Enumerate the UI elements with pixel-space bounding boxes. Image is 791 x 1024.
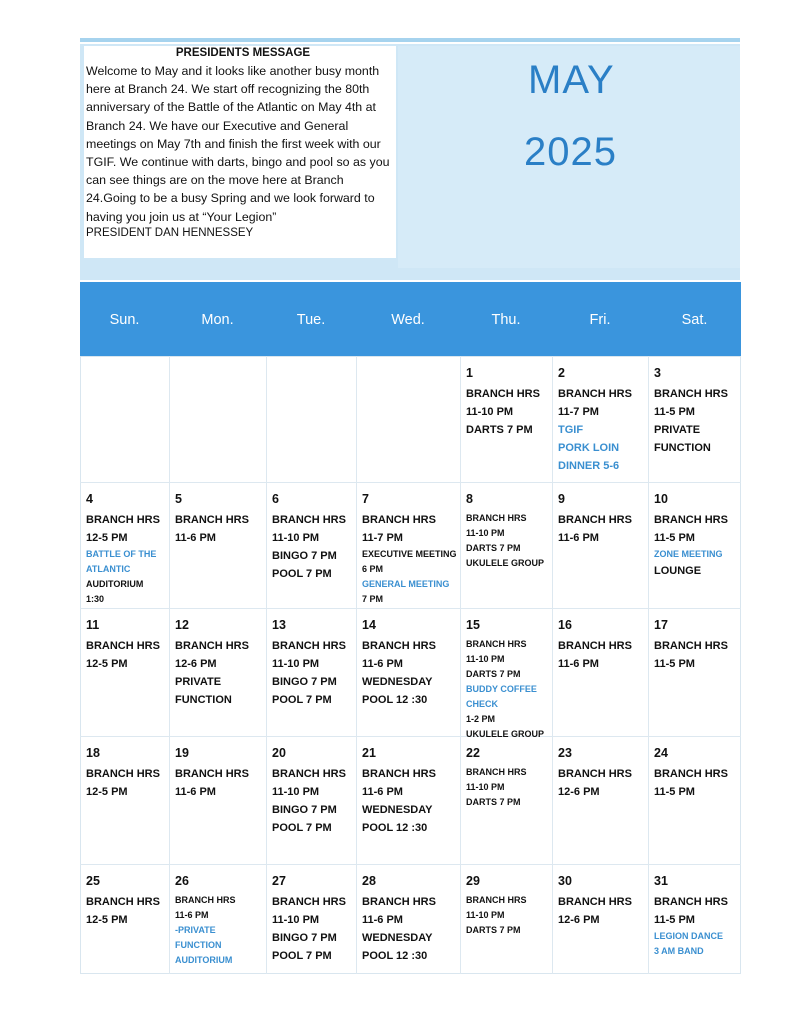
day-cell (552, 618, 648, 736)
day-number: 8 (466, 492, 473, 506)
day-number: 31 (654, 874, 668, 888)
day-event-line: FUNCTION (175, 940, 222, 950)
day-cell (356, 492, 460, 608)
day-cell (80, 492, 169, 608)
day-event-line: 11-5 PM (654, 658, 695, 670)
day-event-line: 11-6 PM (558, 532, 599, 544)
day-event-line: POOL 7 PM (272, 950, 332, 962)
day-event-line: 11-10 PM (466, 406, 514, 418)
day-event-line: BRANCH HRS (362, 514, 436, 526)
day-cell (648, 366, 741, 482)
day-cell (356, 746, 460, 864)
day-event-line: ZONE MEETING (654, 549, 723, 559)
day-cell (169, 492, 266, 608)
day-event-line: DARTS 7 PM (466, 424, 533, 436)
day-event-line: 11-6 PM (362, 786, 403, 798)
day-event-line: 11-7 PM (558, 406, 599, 418)
day-event-line: BRANCH HRS (558, 514, 632, 526)
day-cell (266, 746, 356, 864)
day-event-line: 12-5 PM (86, 914, 128, 926)
day-event-line: BATTLE OF THE (86, 549, 157, 559)
day-event-line: ATLANTIC (86, 564, 131, 574)
day-event-line: LOUNGE (654, 565, 702, 577)
day-number: 25 (86, 874, 100, 888)
day-number: 20 (272, 746, 286, 760)
day-event-line: 11-6 PM (175, 532, 216, 544)
day-event-line: 11-6 PM (362, 658, 403, 670)
day-cell (648, 492, 741, 608)
day-event-line: CHECK (466, 699, 499, 709)
weekday-label: Sun. (109, 312, 140, 328)
day-event-line: DARTS 7 PM (466, 925, 521, 935)
row-divider (80, 864, 741, 865)
day-number: 6 (272, 492, 279, 506)
day-cell (460, 874, 552, 974)
day-event-line: 11-10 PM (272, 914, 320, 926)
day-number: 1 (466, 366, 473, 380)
day-event-line: BRANCH HRS (466, 895, 527, 905)
day-event-line: 1:30 (86, 594, 105, 604)
day-event-line: UKULELE GROUP (466, 558, 545, 568)
weekday-header (80, 282, 741, 356)
day-event-line: BRANCH HRS (362, 768, 436, 780)
row-divider (80, 736, 741, 737)
day-event-line: DARTS 7 PM (466, 797, 521, 807)
day-cell (266, 874, 356, 974)
day-event-line: WEDNESDAY (362, 932, 433, 944)
day-event-line: POOL 7 PM (272, 568, 332, 580)
weekday-label: Wed. (391, 312, 425, 328)
day-event-line: 11-7 PM (362, 532, 403, 544)
day-event-line: 11-6 PM (558, 658, 599, 670)
day-cell (169, 746, 266, 864)
day-event-line: 7 PM (362, 594, 384, 604)
day-event-line: 11-10 PM (466, 910, 505, 920)
day-event-line: 3 AM BAND (654, 946, 704, 956)
day-event-line: BRANCH HRS (466, 767, 527, 777)
day-event-line: POOL 12 :30 (362, 950, 428, 962)
day-event-line: PRIVATE (654, 424, 701, 436)
day-number: 30 (558, 874, 572, 888)
weekday-label: Fri. (589, 312, 611, 328)
day-event-line: BRANCH HRS (272, 896, 346, 908)
day-event-line: BRANCH HRS (558, 768, 632, 780)
day-event-line: 12-6 PM (558, 786, 600, 798)
day-event-line: FUNCTION (654, 442, 711, 454)
day-event-line: TGIF (558, 424, 584, 436)
day-event-line: BRANCH HRS (175, 514, 249, 526)
day-number: 28 (362, 874, 376, 888)
day-event-line: 12-5 PM (86, 532, 128, 544)
day-cell (169, 618, 266, 736)
day-cell (552, 874, 648, 974)
day-event-line: -PRIVATE (175, 925, 216, 935)
calendar-grid (80, 282, 741, 984)
day-event-line: BRANCH HRS (654, 514, 728, 526)
day-event-line: BRANCH HRS (654, 768, 728, 780)
day-event-line: DARTS 7 PM (466, 669, 521, 679)
day-event-line: DARTS 7 PM (466, 543, 521, 553)
day-cell (266, 618, 356, 736)
day-number: 24 (654, 746, 668, 760)
day-cell (80, 746, 169, 864)
day-event-line: BRANCH HRS (558, 388, 632, 400)
day-cell (356, 874, 460, 974)
day-event-line: 1-2 PM (466, 714, 496, 724)
day-event-line: BINGO 7 PM (272, 932, 337, 944)
president-message-title: PRESIDENTS MESSAGE (175, 47, 311, 59)
day-event-line: AUDITORIUM (86, 579, 144, 589)
day-event-line: 11-6 PM (362, 914, 403, 926)
row-divider (80, 608, 741, 609)
day-cell (80, 874, 169, 974)
day-event-line: BRANCH HRS (558, 896, 632, 908)
day-event-line: BRANCH HRS (654, 640, 728, 652)
day-event-line: BRANCH HRS (466, 513, 527, 523)
day-cell (648, 746, 741, 864)
day-event-line: BRANCH HRS (466, 639, 527, 649)
month-title: MAY (528, 58, 615, 102)
weekday-label: Mon. (201, 312, 234, 328)
day-event-line: BINGO 7 PM (272, 804, 337, 816)
president-message-body: Welcome to May and it looks like another busy month here at Branch 24. We start off recognizing the 80th anniversary of the Battle of the Atlantic on May 4th at Branch 24. We have our Executive and General meetings on May 7th and finish the first week with our TGIF. We continue with darts, bingo and pool so as you can see things are on the move here at Branch 24.Going to be a busy Spring and we look forward to having you join us at “Your Legion” (86, 64, 390, 224)
day-event-line: GENERAL MEETING (362, 579, 450, 589)
day-cell (552, 746, 648, 864)
row-divider (80, 482, 741, 483)
day-event-line: PORK LOIN (558, 442, 620, 454)
day-cell (460, 746, 552, 864)
president-message (84, 46, 396, 258)
day-event-line: 11-6 PM (175, 910, 209, 920)
day-number: 13 (272, 618, 286, 632)
day-event-line: BRANCH HRS (272, 640, 346, 652)
day-cell (356, 618, 460, 736)
day-event-line: 11-10 PM (466, 782, 505, 792)
day-event-line: PRIVATE (175, 676, 222, 688)
day-event-line: 11-5 PM (654, 914, 695, 926)
weekday-label: Thu. (491, 312, 521, 328)
weekday-label: Sat. (681, 312, 708, 328)
day-event-line: BRANCH HRS (654, 896, 728, 908)
day-event-line: BRANCH HRS (654, 388, 728, 400)
day-cell (460, 492, 552, 608)
day-event-line: LEGION DANCE (654, 931, 724, 941)
weekday-label: Tue. (296, 312, 326, 328)
day-number: 10 (654, 492, 668, 506)
day-number: 5 (175, 492, 182, 506)
day-event-line: 11-5 PM (654, 406, 695, 418)
day-number: 29 (466, 874, 480, 888)
day-event-line: BRANCH HRS (272, 514, 346, 526)
day-event-line: EXECUTIVE MEETING (362, 549, 457, 559)
day-event-line: 11-5 PM (654, 786, 695, 798)
day-event-line: BRANCH HRS (86, 514, 160, 526)
day-event-line: DINNER 5-6 (558, 460, 620, 472)
top-rule (80, 38, 740, 42)
day-number: 12 (175, 618, 189, 632)
day-number: 11 (86, 618, 100, 632)
day-event-line: 12-6 PM (175, 658, 217, 670)
day-cell (552, 492, 648, 608)
day-number: 19 (175, 746, 189, 760)
day-event-line: BRANCH HRS (558, 640, 632, 652)
day-event-line: BRANCH HRS (86, 896, 160, 908)
day-event-line: 11-5 PM (654, 532, 695, 544)
day-number: 18 (86, 746, 100, 760)
day-event-line: POOL 7 PM (272, 694, 332, 706)
day-number: 7 (362, 492, 369, 506)
day-cell (169, 874, 266, 974)
day-event-line: WEDNESDAY (362, 676, 433, 688)
day-cell (460, 618, 552, 739)
day-event-line: POOL 12 :30 (362, 694, 428, 706)
day-event-line: 11-10 PM (466, 654, 505, 664)
day-event-line: BRANCH HRS (362, 640, 436, 652)
year-title: 2025 (524, 130, 617, 174)
day-number: 21 (362, 746, 376, 760)
day-event-line: FUNCTION (175, 694, 232, 706)
day-event-line: 12-5 PM (86, 658, 128, 670)
day-event-line: UKULELE GROUP (466, 729, 545, 739)
day-cell (552, 366, 648, 482)
day-cell (460, 366, 552, 482)
day-number: 2 (558, 366, 565, 380)
day-event-line: 11-10 PM (272, 658, 320, 670)
day-number: 4 (86, 492, 93, 506)
day-event-line: 11-10 PM (466, 528, 505, 538)
day-event-line: 11-10 PM (272, 786, 320, 798)
day-number: 9 (558, 492, 565, 506)
day-event-line: AUDITORIUM (175, 955, 233, 965)
day-event-line: 6 PM (362, 564, 384, 574)
day-number: 16 (558, 618, 572, 632)
day-number: 23 (558, 746, 572, 760)
day-event-line: 11-6 PM (175, 786, 216, 798)
day-number: 27 (272, 874, 286, 888)
day-event-line: POOL 12 :30 (362, 822, 428, 834)
day-event-line: 11-10 PM (272, 532, 320, 544)
day-cell (648, 874, 741, 974)
day-event-line: BINGO 7 PM (272, 676, 337, 688)
day-event-line: BRANCH HRS (362, 896, 436, 908)
day-event-line: BRANCH HRS (466, 388, 540, 400)
day-event-line: BRANCH HRS (175, 895, 236, 905)
day-number: 22 (466, 746, 480, 760)
day-event-line: BRANCH HRS (175, 640, 249, 652)
day-event-line: BUDDY COFFEE (466, 684, 537, 694)
day-event-line: 12-5 PM (86, 786, 128, 798)
day-number: 14 (362, 618, 376, 632)
day-event-line: BRANCH HRS (86, 640, 160, 652)
day-number: 17 (654, 618, 668, 632)
day-event-line: WEDNESDAY (362, 804, 433, 816)
day-number: 3 (654, 366, 661, 380)
day-event-line: BRANCH HRS (175, 768, 249, 780)
day-event-line: BRANCH HRS (272, 768, 346, 780)
day-cell (648, 618, 741, 736)
day-event-line: POOL 7 PM (272, 822, 332, 834)
day-cell (266, 492, 356, 608)
day-cell (80, 618, 169, 736)
day-event-line: BRANCH HRS (86, 768, 160, 780)
day-event-line: 12-6 PM (558, 914, 600, 926)
day-number: 15 (466, 618, 480, 632)
day-event-line: BINGO 7 PM (272, 550, 337, 562)
day-number: 26 (175, 874, 189, 888)
president-signature: PRESIDENT DAN HENNESSEY (86, 226, 254, 239)
